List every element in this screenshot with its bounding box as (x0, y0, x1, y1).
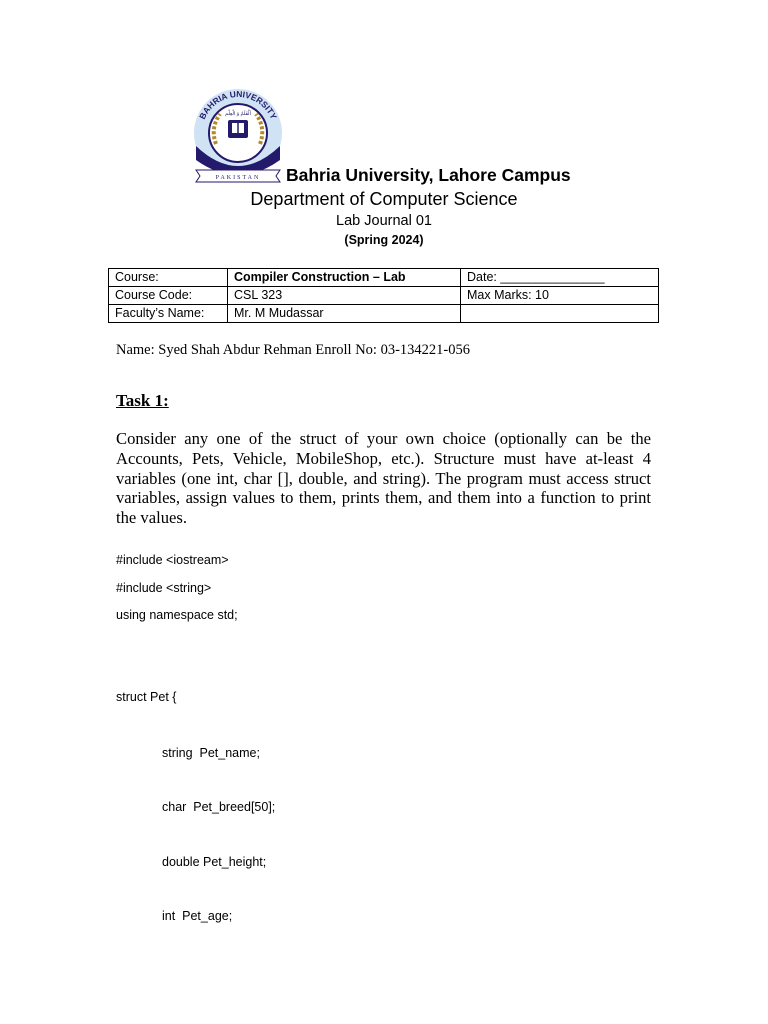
lab-journal-title: Lab Journal 01 (336, 213, 432, 229)
department-name: Department of Computer Science (250, 189, 518, 209)
code-line: string Pet_name; (162, 746, 260, 760)
logo-arc-text: BAHRIA UNIVERSITY (197, 88, 279, 121)
course-code-label: Course Code: (109, 287, 228, 305)
code-line: #include <string> (116, 581, 212, 595)
table-row (109, 305, 659, 323)
logo-ribbon-text: PAKISTAN (215, 175, 261, 181)
task-title: Task 1: (116, 391, 169, 410)
faculty-label: Faculty’s Name: (109, 305, 228, 323)
course-value: Compiler Construction – Lab (228, 269, 461, 287)
empty-cell (461, 305, 659, 323)
student-info: Name: Syed Shah Abdur Rehman Enroll No: 03-134221-056 (116, 342, 470, 358)
faculty-value: Mr. M Mudassar (228, 305, 461, 323)
task-description: Consider any one of the struct of your own choice (optionally can be the Accounts, Pets, Vehicle, MobileShop, etc.). Structure must have at-least 4 variables (one int, char [], double, and string). The program must access struct variables, assign values to them, prints them, and them into a function to print the values. (116, 429, 651, 528)
course-info-table (108, 268, 659, 323)
table-row (109, 287, 659, 305)
bahria-university-logo (188, 86, 290, 186)
logo-motto: اَلْقَلَمُ وَ الْعِلْم (225, 111, 251, 117)
code-line: using namespace std; (116, 608, 238, 622)
date-field: Date: _______________ (461, 269, 659, 287)
university-name: Bahria University, Lahore Campus (286, 165, 571, 185)
code-line: double Pet_height; (162, 855, 267, 869)
term-label: (Spring 2024) (344, 233, 424, 247)
code-line: struct Pet { (116, 690, 177, 704)
course-code-value: CSL 323 (228, 287, 461, 305)
code-line: int Pet_age; (162, 909, 233, 923)
table-row (109, 269, 659, 287)
code-line: char Pet_breed[50]; (162, 800, 276, 814)
max-marks: Max Marks: 10 (461, 287, 659, 305)
course-label: Course: (109, 269, 228, 287)
code-line: #include <iostream> (116, 553, 229, 567)
